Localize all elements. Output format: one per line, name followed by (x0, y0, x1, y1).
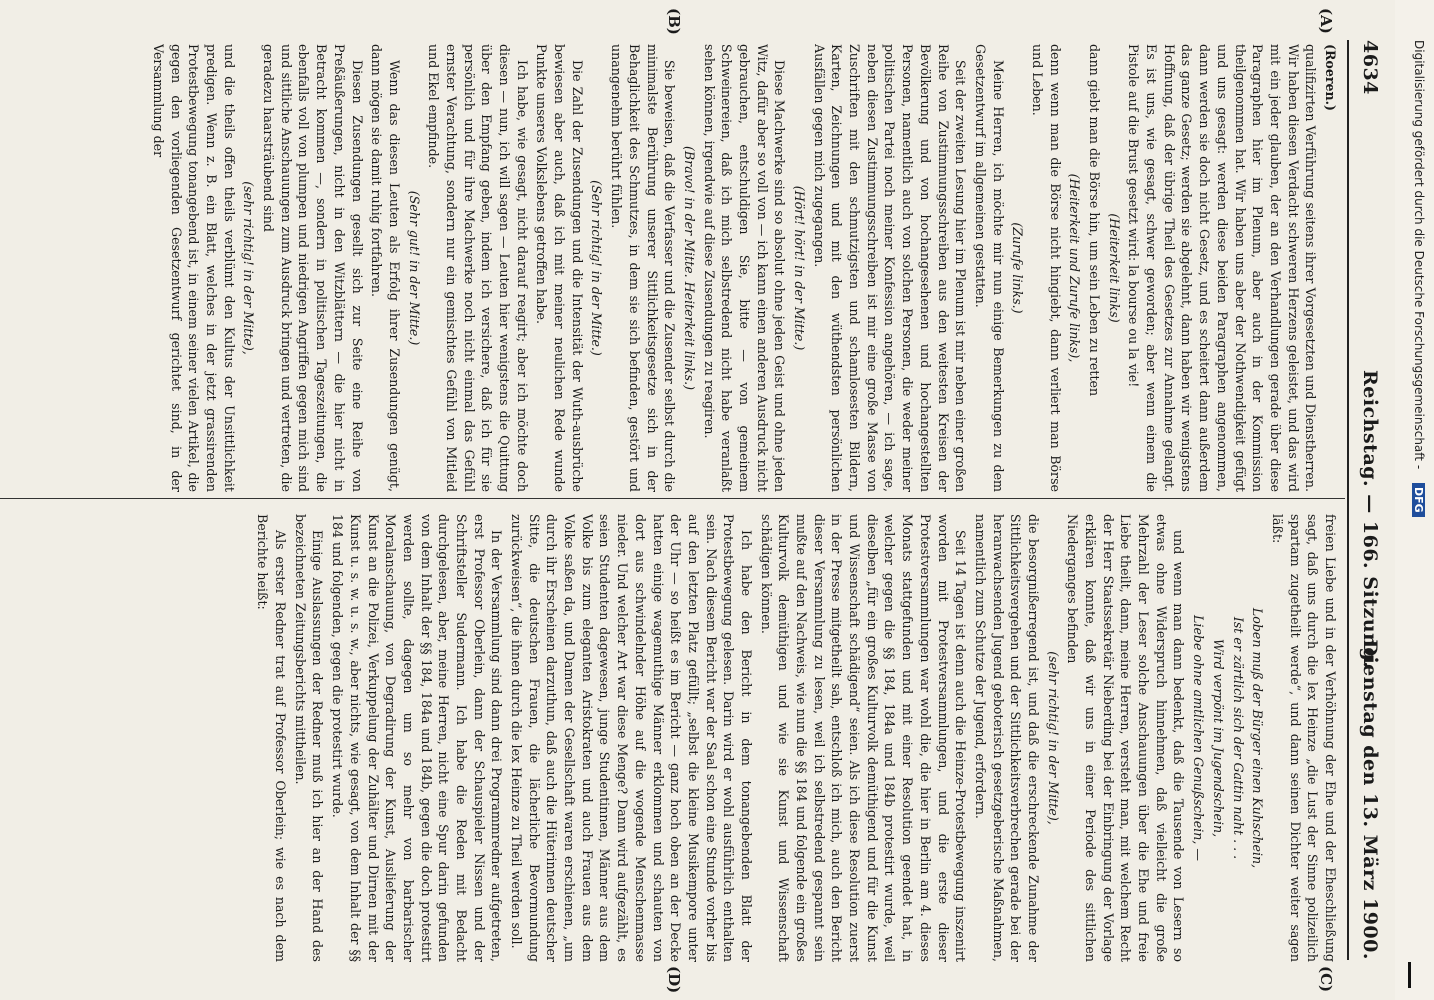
interjection: (Zurufe links.) (1010, 222, 1026, 314)
page-number: 4634 (1359, 40, 1381, 95)
column-divider (0, 498, 1345, 499)
paragraph: Ich habe den Bericht in dem tonangebenden Blatt der Protestbewegung gelesen. Darin wird er wohl ausführlich enthalten sein. Nach diesem Bericht war der Saal schon eine Stunde vorher bis auf den letzten Platz gefüllt; „selbst die kleine Musikempore unter der Uhr — so heißt es im Bericht — ganz hoch oben an der Decke hatten einige wagemuthige Männer erklommen und schauten von dort aus schwindelnder Höhe auf die wogende Menschenmasse nieder. Und welcher Art war diese Menge? Dann wird aufgezählt, es seien Studenten dagewesen, junge Studentinnen, Männer aus dem Volke bis zum eleganten Aristokraten und auch Frauen aus dem Volke saßen da, und Damen der Gesellschaft waren erschienen, „um durch ihr Erscheinen darzuthun, daß auch die Hüterinnen deutscher Sitte, die deutschen Frauen, die lächerliche Bevormundung zurückweisen“, die ihnen durch die lex Heinze zu Theil werden soll. (509, 514, 754, 962)
paragraph: Seit der zweiten Lesung hier im Plenum ist mir neben einer großen Reihe von Zustimmungsschreiben aus den weitesten Kreisen der Bevölkerung und von hochangesehenen und hochangestellten Personen, namentlich auch von solchen Personen, die weder meiner politischen Partei noch meiner Konfession angehören, — ich sage, neben diesen Zustimmungsschreiben ist mir eine große Masse von Zuschriften mit den schmutzigsten und schamlosesten Bildern, Karten, Zeichnungen und mit den wüthendsten persönlichen Ausfällen gegen mich zugegangen. (811, 44, 969, 492)
dfg-logo-icon: DFG (1412, 483, 1425, 517)
credit-text: Digitalisierung gefördert durch die Deutsche Forschungsgemeinschaft - (1412, 40, 1426, 470)
paragraph: Als erster Redner trat auf Professor Oberlein; wie es nach dem Berichte heißt: (255, 514, 289, 962)
paragraph: Wenn das diesen Leuten als Erfolg ihrer Zusendungen genügt, dann mögen sie damit ruhig fortfahren. (369, 44, 402, 492)
page-title: Reichstag. — 166. Sitzung. (1359, 370, 1381, 669)
paragraph: In der Versammlung sind dann drei Programmredner aufgetreten, erst Professor Oberlein, dann der Schauspieler Nissen und der Schriftsteller Sudermann. Ich habe die Reden mit Bedacht durchgelesen, aber, meine Herren, nicht eine Spur darin gefunden von dem Inhalt der §§ 184, 184a und 184b, gegen die doch protestirt werden sollte, dagegen um so mehr von barbarischer Moralanschauung, von Degradirung der Kunst, Auslieferung der Kunst an die Polizei, Verkuppelung der Zuhälter und Dirnen mit der Kunst u. s. w. u. s. w., aber nichts, wie gesagt, von dem Inhalt der §§ 184 und folgenden, gegen die protestirt wurde. (330, 514, 505, 962)
interjection: (Heiterkeit und Zurufe links), (1067, 173, 1083, 363)
interjection: (Heiterkeit links) (1106, 213, 1122, 323)
paragraph: Die Zahl der Zusendungen und die Intensität der Wuth-ausbrüche bewiesen aber auch, daß ich mit meiner neulichen Rede wunde Punkte unseres Volkslebens getroffen habe. (534, 44, 585, 492)
margin-bar (1408, 962, 1411, 988)
paragraph: und die theils offen theils verblümt den Kultus der Unsittlichkeit predigen. Wenn z. B. ein Blatt, welches in der jetzt grassirenden Protestbewegung tonangebend ist, in einem seiner vielen Artikel, die gegen den vorliegenden Gesetzentwurf gerichtet sind, in der Versammlung der (151, 44, 237, 492)
paragraph: freien Liebe und in der Verhöhnung der Ehe und der Eheschließung sagt, daß uns durch die lex Heinze „die Lust der Sinne polizeilich spartam zugetheilt werde“, und dann seinen Dichter weiter sagen läßt: (1269, 514, 1338, 962)
interjection: Liebe ohne amtlichen Genußschein, — (1191, 615, 1207, 861)
interjection: (sehr richtig! in der Mitte), (1045, 651, 1061, 825)
session-date: Dienstag den 13. März 1900. (1359, 639, 1381, 960)
credit-line (1400, 40, 1426, 940)
interjection: (sehr richtig! in der Mitte), (241, 181, 257, 355)
margin-marker-b: (B) (665, 8, 683, 35)
interjection: (Sehr gut! in der Mitte.) (406, 190, 422, 346)
paragraph: Diesen Zusendungen gesellt sich zur Seite eine Reihe von Preßäußerungen, nicht in den Witzblättern — die hier nicht in Betracht kommen —, sondern in politischen Tageszeitungen, die ebenfalls voll von plumpen und niedrigen Angriffen gegen mich sind und sittliche Anschauungen zum Ausdruck bringen und vertreten, die geradezu haarsträubend sind (261, 44, 365, 492)
paragraph: qualifizirten Verführung seitens ihrer Vorgesetzten und Dienstherren. Wir haben diesen Verdacht schweren Herzens geleistet, und das wird mit ein jeder glauben, der an den Verhandlungen gerade über diese Paragraphen hier im Plenum, aber auch in der Kommission theilgenommen hat. Wir haben uns aber der Nothwendigkeit gefügt und uns gesagt: werden diese beiden Paragraphen angenommen, dann werden sie doch nicht Gesetz, und es scheitert dann außerdem das ganze Gesetz; werden sie abgelehnt, dann haben wir wenigstens Hoffnung, daß der übrige Theil des Gesetzes zur Annahme gelangt. Es ist uns, wie gesagt, schwer geworden; aber wenn einem die Pistole auf die Brust gesetzt wird: la bourse ou la vie! (1126, 44, 1319, 492)
paragraph: und wenn man dann bedenkt, daß die Tausende von Lesern so etwas ohne Widerspruch hinnehmen, daß vielleicht die große Mehrzahl der Leser solche Anschauungen über die Ehe und freie Liebe theilt, dann, meine Herren, versteht man, mit welchem Recht der Herr Staatssekretär Nieberding bei der Einbringung der Vorlage erklären konnte, daß wir uns in einer Periode des sittlichen Niederganges befinden (1065, 514, 1187, 962)
page-header (1355, 40, 1381, 960)
paragraph: denn wenn man die Börse nicht hingiebt, dann verliert man Börse und Leben. (1030, 44, 1063, 492)
margin-marker-a: (A) (1317, 8, 1335, 34)
paragraph: Sie beweisen, daß die Verfasser und die Zusender selbst durch die minimalste Berührung unserer Sittlichkeitsgesetze sich in der Behaglichkeit des Schmutzes, in dem sie sich befinden, gestört und unangenehm berührt fühlen. (609, 44, 678, 492)
right-text-column (0, 514, 1339, 962)
paragraph: Einige Auslassungen der Redner muß ich hier an der Hand des bezeichneten Zeitungsberichts mittheilen. (292, 514, 326, 962)
paragraph: Ich habe, wie gesagt, nicht darauf reagirt; aber ich möchte doch diesen — nun, ich will sagen — Leuten hier wenigstens die Quittung über den Empfang geben, indem ich versichere, daß ich für sie persönlich und für ihre Machwerke noch nicht einmal das Gefühl ernster Verachtung, sondern nur ein gemischtes Gefühl von Mitleid und Ekel empfinde. (426, 44, 530, 492)
interjection: Ist er zärtlich sich der Gattin naht . . . (1230, 616, 1246, 860)
interjection: Loben muß der Bürger einen Kuhschein, (1250, 607, 1266, 869)
paragraph: dann giebt man die Börse hin, um sein Leben zu retten (1087, 44, 1103, 397)
left-text-column (0, 44, 1339, 492)
paragraph: Seit 14 Tagen ist denn auch die Heinze-Protestbewegung inszenirt worden mit Protestversammlungen, und die erste dieser Protestversammlungen war wohl die, die hier in Berlin am 4. dieses Monats stattgefunden und mit einer Resolution geendet hat, in welcher gegen die §§ 184, 184a und 184b protestirt wurde, weil dieselben „für ein großes Kulturvolk demüthigend und für die Kunst und Wissenschaft schädigend“ seien. Als ich diese Resolution zuerst in der Presse mitgetheilt sah, entschloß ich mich, auch den Bericht dieser Versammlung zu lesen, weil ich selbstredend gespannt sein mußte auf den Nachweis, wie nun die §§ 184 und folgende ein großes Kulturvolk demüthigen und wie sie Kunst und Wissenschaft schädigen können. (758, 514, 969, 962)
interjection: (Bravo! in der Mitte. Heiterkeit links.) (681, 146, 697, 390)
paragraph: Diese Machwerke sind so absolut ohne jeden Geist und ohne jeden Witz, dafür aber so voll von — ich kann einen anderen Ausdruck nicht gebrauchen, entschuldigen Sie, bitte — von gemeinem Schweinereien, daß ich mich selbstredend nicht habe veranlaßt sehen können, irgendwie auf diese Zusendungen zu reagiren. (701, 44, 788, 492)
interjection: Wird verpönt im Jugendschein, (1210, 638, 1226, 838)
margin-marker-d: (D) (665, 966, 683, 994)
interjection: (Sehr richtig! in der Mitte.) (589, 180, 605, 356)
interjection: (Hört! hört! in der Mitte.) (792, 185, 808, 351)
digitization-credit (1400, 40, 1430, 1000)
margin-marker-c: (C) (1317, 966, 1335, 993)
header-rule (1347, 40, 1349, 960)
paragraph: Meine Herren, ich möchte mir nun einige Bemerkungen zu dem Gesetzentwurf im allgemeinen gestatten. (972, 44, 1006, 492)
speaker-name: (Roeren.) (1323, 44, 1338, 111)
paragraph: die besorgnißerregend ist, und daß die erschreckende Zunahme der Sittlichkeitsvergehen und der Sittlichkeitsverbrechen gerade bei der heranwachsenden Jugend geboterisch gesetzgeberische Maßnahmen, namentlich zum Schutze der Jugend, erfordern. (972, 514, 1041, 962)
